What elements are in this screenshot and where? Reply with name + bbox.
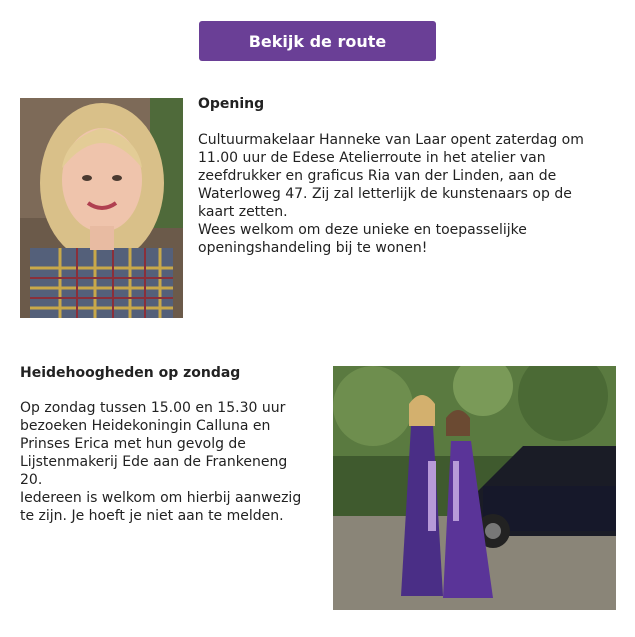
route-button[interactable]: Bekijk de route (199, 21, 436, 61)
heide-royalty-photo (333, 366, 616, 610)
opening-title: Opening (198, 96, 265, 112)
opening-paragraph-2: Wees welkom om deze unieke en toepasselijke openingshandeling bij te wonen! (198, 222, 527, 256)
heide-text (20, 399, 310, 525)
heide-paragraph-1: Op zondag tussen 15.00 en 15.30 uur bezoeken Heidekoningin Calluna en Prinses Erica met hun gevolg de Lijstenmakerij Ede aan de Frankeneng 20. (20, 400, 288, 488)
portrait-photo (20, 98, 183, 318)
opening-paragraph-1: Cultuurmakelaar Hanneke van Laar opent zaterdag om 11.00 uur de Edese Atelierroute in het atelier van zeefdrukker en graficus Ria van der Linden, aan de Waterloweg 47. Zij zal letterlijk de kunstenaars op de kaart zetten. (198, 132, 584, 220)
heide-title: Heidehoogheden op zondag (20, 365, 241, 381)
heide-paragraph-2: Iedereen is welkom om hierbij aanwezig te zijn. Je hoeft je niet aan te melden. (20, 490, 302, 524)
opening-text (198, 131, 598, 257)
